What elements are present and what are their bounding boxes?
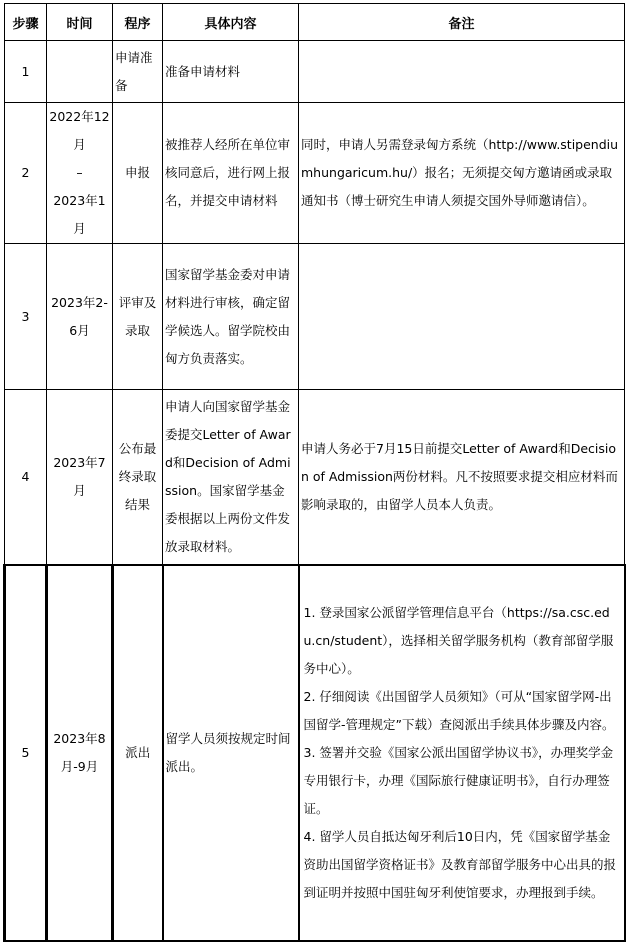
step-cell: 2: [5, 103, 47, 244]
time-cell: 2023年7月: [47, 390, 113, 565]
notes-cell: 申请人务必于7月15日前提交Letter of Award和Decision of Admission两份材料。凡不按照要求提交相应材料而影响录取的，由留学人员本人负责。: [299, 390, 625, 565]
time-cell: 2023年8月-9月: [47, 565, 113, 941]
time-cell: 2023年2-6月: [47, 244, 113, 390]
step-cell: 1: [5, 41, 47, 103]
notes-cell: [299, 565, 625, 941]
table-row: [5, 41, 625, 103]
table-row: [5, 390, 625, 565]
header-notes: 备注: [299, 4, 625, 41]
time-cell: [47, 41, 113, 103]
content-cell: 国家留学基金委对申请材料进行审核，确定留学候选人。留学院校由匈方负责落实。: [163, 244, 299, 390]
procedure-cell: 派出: [113, 565, 163, 941]
content-cell: 准备申请材料: [163, 41, 299, 103]
notes-cell: 同时，申请人另需登录匈方系统（http://www.stipendiumhungaricum.hu/）报名；无须提交匈方邀请函或录取通知书（博士研究生申请人须提交国外导师邀请信）。: [299, 103, 625, 244]
step-cell: 5: [5, 565, 47, 941]
table-row: [5, 244, 625, 390]
notes-list-item: 1. 登录国家公派留学管理信息平台（https://sa.csc.edu.cn/student），选择相关留学服务机构（教育部留学服务中心）。: [303, 604, 614, 676]
step-cell: 4: [5, 390, 47, 565]
header-time: 时间: [47, 4, 113, 41]
notes-cell: [299, 41, 625, 103]
header-content: 具体内容: [163, 4, 299, 41]
header-step: 步骤: [5, 4, 47, 41]
table-row: [5, 565, 625, 941]
header-procedure: 程序: [113, 4, 163, 41]
notes-list-item: 2. 仔细阅读《出国留学人员须知》（可从“国家留学网-出国留学-管理规定”下载）查阅派出手续具体步骤及内容。: [303, 688, 615, 732]
procedure-cell: 申报: [113, 103, 163, 244]
notes-list-item: 3. 签署并交验《国家公派出国留学协议书》，办理奖学金专用银行卡，办理《国际旅行健康证明书》，自行办理签证。: [303, 744, 614, 816]
time-line: 月: [73, 137, 86, 152]
time-line: 2023年1月: [53, 193, 106, 236]
time-line: –: [76, 165, 83, 180]
step-cell: 3: [5, 244, 47, 390]
content-cell: 留学人员须按规定时间派出。: [163, 565, 299, 941]
procedure-cell: 评审及录取: [113, 244, 163, 390]
time-line: 2022年12: [49, 109, 110, 124]
procedure-cell: 公布最终录取结果: [113, 390, 163, 565]
table-row: [5, 103, 625, 244]
time-cell: [47, 103, 113, 244]
notes-cell: [299, 244, 625, 390]
procedure-cell: 申请准备: [113, 41, 163, 103]
header-row: [5, 4, 625, 41]
notes-list-item: 4. 留学人员自抵达匈牙利后10日内，凭《国家留学基金资助出国留学资格证书》及教育部留学服务中心出具的报到证明并按照中国驻匈牙利使馆要求，办理报到手续。: [303, 828, 617, 900]
application-schedule-table: [3, 3, 626, 942]
content-cell: 申请人向国家留学基金委提交Letter of Award和Decision of Admission。国家留学基金委根据以上两份文件发放录取材料。: [163, 390, 299, 565]
content-cell: 被推荐人经所在单位审核同意后，进行网上报名，并提交申请材料: [163, 103, 299, 244]
